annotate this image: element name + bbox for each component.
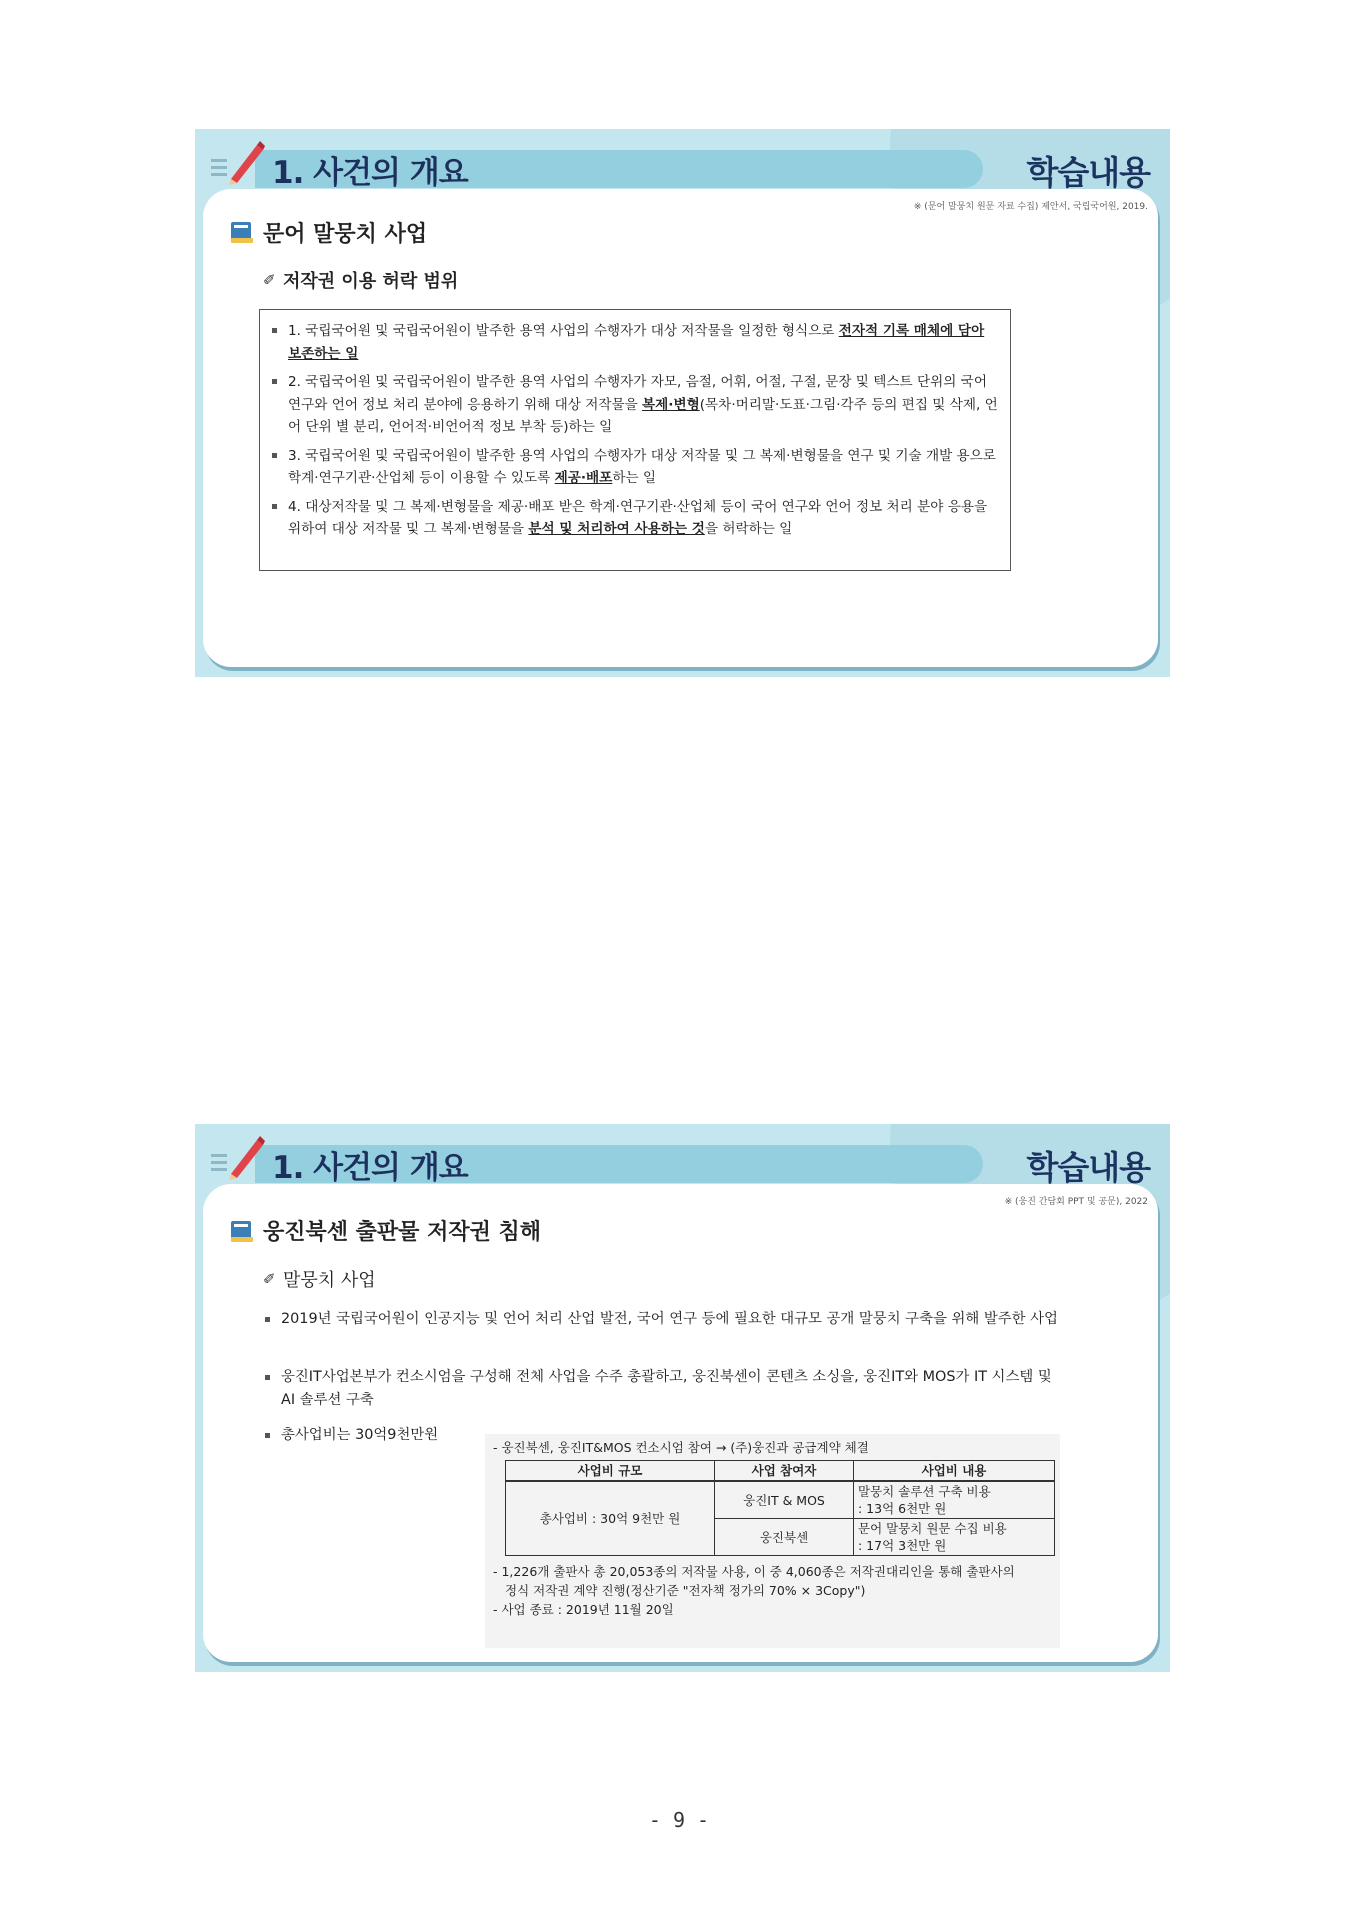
table-cell: 문어 말뭉치 원문 수집 비용 : 17억 3천만 원	[854, 1519, 1055, 1556]
slide-2	[195, 1124, 1170, 1672]
book-icon	[229, 219, 255, 245]
list-item: 2. 국립국어원 및 국립국어원이 발주한 용역 사업의 수행자가 자모, 음절, 어휘, 어절, 구절, 문장 및 텍스트 단위의 국어 연구와 언어 정보 처리 분야에 응용하기 위해 대상 저작물을 복제·변형(목차·머리말·도표·그림·각주 등의 편집 및 삭제, 언어 단위 별 분리, 언어적·비언어적 정보 부착 등)하는 일	[270, 371, 998, 439]
table-header: 사업 참여자	[715, 1461, 854, 1482]
table-cell: 웅진IT & MOS	[715, 1481, 854, 1519]
page-number: - 9 -	[648, 1808, 710, 1832]
slide-title: 1. 사건의 개요	[272, 155, 468, 191]
table-cell: 말뭉치 솔루션 구축 비용 : 13억 6천만 원	[854, 1481, 1055, 1519]
section-title: 웅진북센 출판물 저작권 침해	[263, 1220, 542, 1245]
sub-title: 저작권 이용 허락 범위	[283, 271, 459, 292]
pin-icon: ✐	[263, 271, 276, 289]
list-item: 4. 대상저작물 및 그 복제·변형물을 제공·배포 받은 학계·연구기관·산업체 등이 국어 연구와 언어 정보 처리 분야 응용을 위하여 대상 저작물 및 그 복제·변형물을 분석 및 처리하여 사용하는 것을 허락하는 일	[270, 496, 998, 541]
pencil-icon	[225, 139, 265, 185]
contract-info-box	[485, 1434, 1060, 1648]
pin-icon: ✐	[263, 1270, 276, 1288]
book-icon	[229, 1218, 255, 1244]
list-item: 1. 국립국어원 및 국립국어원이 발주한 용역 사업의 수행자가 대상 저작물을 일정한 형식으로 전자적 기록 매체에 담아 보존하는 일	[270, 320, 998, 365]
pencil-icon	[225, 1134, 265, 1180]
info-line: - 1,226개 출판사 총 20,053종의 저작물 사용, 이 중 4,060종은 저작권대리인을 통해 출판사의	[493, 1564, 1015, 1579]
source-note: ※ (문어 말뭉치 원문 자료 수집) 제안서, 국립국어원, 2019.	[913, 202, 1148, 212]
list-item: 3. 국립국어원 및 국립국어원이 발주한 용역 사업의 수행자가 대상 저작물 및 그 복제·변형물을 연구 및 기술 개발 용으로 학계·연구기관·산업체 등이 이용할 수 있도록 제공·배포하는 일	[270, 445, 998, 490]
bullet-item: 웅진IT사업본부가 컨소시엄을 구성해 전체 사업을 수주 총괄하고, 웅진북센이 콘텐츠 소싱을, 웅진IT와 MOS가 IT 시스템 및 AI 솔루션 구축	[263, 1366, 1063, 1412]
slide-1	[195, 129, 1170, 677]
slide-title: 1. 사건의 개요	[272, 1150, 468, 1186]
sub-title: 말뭉치 사업	[283, 1270, 376, 1291]
info-line: - 웅진북센, 웅진IT&MOS 컨소시엄 참여 → (주)웅진과 공급계약 체결	[493, 1440, 869, 1455]
source-note: ※ (웅진 간담회 PPT 및 공문), 2022	[1004, 1197, 1148, 1207]
table-cell: 총사업비 : 30억 9천만 원	[506, 1481, 715, 1556]
table-header: 사업비 규모	[506, 1461, 715, 1482]
info-line: - 사업 종료 : 2019년 11월 20일	[493, 1602, 674, 1617]
section-title: 문어 말뭉치 사업	[263, 222, 428, 247]
permission-box	[259, 309, 1011, 571]
bullet-item: 총사업비는 30억9천만원	[263, 1424, 503, 1447]
info-line: 정식 저작권 계약 진행(정산기준 "전자책 정가의 70% × 3Copy")	[505, 1583, 866, 1598]
table-header: 사업비 내용	[854, 1461, 1055, 1482]
budget-table	[505, 1460, 1055, 1556]
bullet-item: 2019년 국립국어원이 인공지능 및 언어 처리 산업 발전, 국어 연구 등에 필요한 대규모 공개 말뭉치 구축을 위해 발주한 사업	[263, 1308, 1063, 1331]
corner-label: 학습내용	[1026, 1148, 1150, 1187]
corner-label: 학습내용	[1026, 153, 1150, 192]
table-cell: 웅진북센	[715, 1519, 854, 1556]
